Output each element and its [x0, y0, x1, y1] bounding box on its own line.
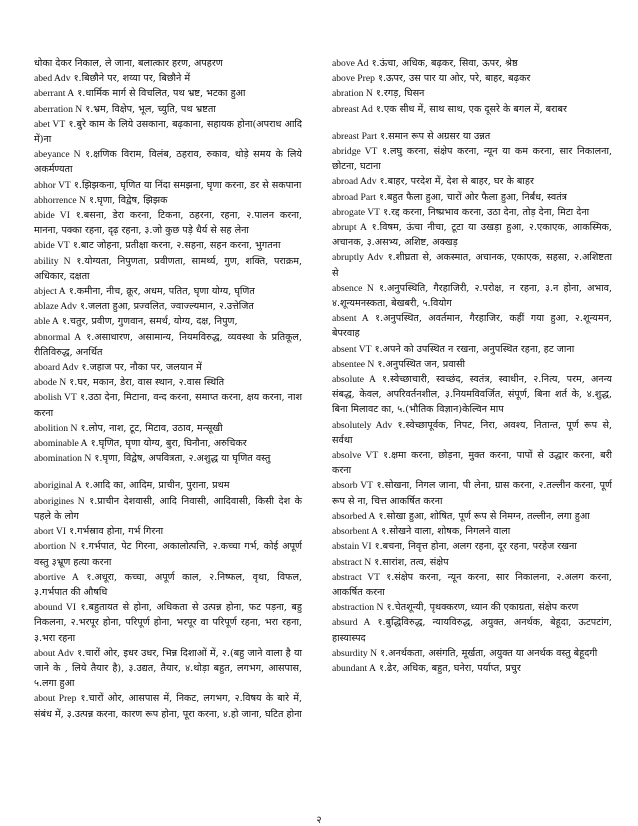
entry-headword: absent A: [332, 313, 369, 325]
entry-headword: abortive A: [34, 571, 79, 583]
dictionary-entry: [332, 646, 612, 661]
entry-definition: १.बहुतायत से होना, अधिकता से उत्पन्न होना, फट पड़ना, बहु निकलना, २.भरपूर होना, परिपूर्ण होना, भरपूर वा परिपूर्ण रहना, भरा रहना, ३.भरा रहना: [34, 602, 303, 644]
dictionary-entry: [34, 494, 302, 524]
dictionary-entry: [332, 509, 612, 524]
dictionary-entry: [332, 615, 612, 645]
entry-definition: १.घृणा, विद्वेष, झिझक: [85, 194, 168, 206]
dictionary-entry: [34, 86, 302, 101]
dictionary-entry: [34, 421, 302, 436]
entry-definition: १.सारांश, तत्व, संक्षेप: [371, 556, 449, 568]
dictionary-entry: [332, 524, 612, 539]
entry-definition: १.जहाज पर, नौका पर, जलयान में: [78, 362, 202, 374]
dictionary-entry: [34, 539, 302, 569]
dictionary-entry: [332, 220, 612, 250]
dictionary-entry: [332, 448, 612, 478]
dictionary-entry: [34, 71, 302, 86]
entry-headword: aboriginal A: [34, 480, 82, 492]
entry-definition: १.ऊंचा, अधिक, बढ़कर, सिवा, ऊपर, श्रेष्ठ: [368, 58, 518, 69]
dictionary-entry: [34, 284, 302, 299]
entry-headword: ability N: [34, 255, 71, 267]
dictionary-entry: [332, 129, 612, 144]
entry-definition: १.जलता हुआ, प्रज्वलित, ज्वाज्ल्यमान, २.उत्तेजित: [76, 301, 254, 313]
entry-definition: १.रद्द करना, निष्प्रभाव करना, उठा देना, तोड़ देना, मिटा देना: [380, 206, 590, 218]
entry-definition: १.प्राचीन देशवासी, आदि निवासी, आदिवासी, किसी देश के पहले के लोग: [34, 495, 302, 522]
entry-headword: absurdity N: [332, 647, 378, 659]
entry-headword: above Prep: [332, 73, 375, 85]
entry-headword: abject A: [34, 286, 66, 298]
entry-headword: about Adv: [34, 647, 74, 659]
entry-definition: १.सोखा हुआ, शोषित, पूर्ण रूप से निमग्न, तल्लीन, लगा हुआ: [375, 510, 590, 522]
entry-headword: above Ad: [332, 58, 369, 69]
dictionary-entry: [34, 524, 302, 539]
entry-headword: absentee N: [332, 358, 375, 370]
entry-headword: abreast Part: [332, 130, 378, 142]
entry-headword: aboard Adv: [34, 362, 79, 374]
right-column: [332, 56, 612, 676]
entry-headword: absence N: [332, 282, 374, 294]
entry-definition: १.चारों ओर, इधर उधर, भिन्न दिशाओं में, २.(बहु जाने वाला है या जाने के , लिये तैयार है), ३.उद्यत, तैयार, ४.थोड़ा बहुत, लगभग, आसपास, ५.लगा हुआ: [34, 647, 302, 690]
page-number: २: [316, 815, 322, 826]
dictionary-entry: [34, 147, 302, 177]
dictionary-entry: [34, 570, 302, 600]
entry-headword: abhorrence N: [34, 194, 86, 206]
entry-headword: able A: [34, 316, 59, 328]
entry-definition: १.अधूरा, कच्चा, अपूर्ण काल, २.निष्फल, वृथा, विफल, ३.गर्भपात की औषधि: [34, 571, 303, 598]
entry-headword: absolve VT: [332, 450, 379, 462]
entry-headword: abolish VT: [34, 392, 77, 404]
entry-headword: absolutely Adv: [332, 419, 393, 431]
dictionary-entry: [332, 539, 612, 554]
entry-headword: abstain VI: [332, 541, 372, 553]
entry-definition: १.एक सीध में, साथ साथ, एक दूसरे के बगल में, बराबर: [372, 103, 567, 115]
dictionary-entry: [332, 144, 612, 174]
entry-headword: aberrant A: [34, 88, 75, 100]
entry-headword: abode N: [34, 377, 67, 389]
entry-definition: १.चारों ओर, आसपास में, निकट, लगभग, २.विषय के बारे में, संबंध में, ३.उत्पन्न करना, कारण रूप होना, पूरा करना, ४.हो जाना, घटित होना: [34, 693, 302, 720]
entry-definition: १.झिझकना, घृणित या निंदा समझना, घृणा करना, डर से सकपाना: [70, 179, 302, 191]
dictionary-entry: [332, 102, 612, 117]
entry-headword: about Prep: [34, 693, 77, 705]
entry-definition: १.बाट जोहना, प्रतीक्षा करना, २.सहना, सहन करना, भुगतना: [69, 240, 281, 252]
dictionary-entry: [34, 314, 302, 329]
entry-definition: १.अनर्थकता, असंगति, मूर्खता, अयुक्त या अनर्थक वस्तु बेहूदगी: [377, 647, 598, 659]
entry-headword: abundant A: [332, 662, 376, 674]
entry-headword: abrupt A: [332, 222, 367, 234]
entry-headword: abomination N: [34, 453, 92, 465]
entry-definition: १.स्वेच्छापूर्वक, निपट, निरा, अवश्य, नितान्त, पूर्ण रूप से, सर्वथा: [332, 419, 612, 446]
dictionary-entry: [332, 570, 612, 600]
dictionary-entry: [332, 190, 612, 205]
dictionary-entry: [34, 102, 302, 117]
entry-definition: १.गर्भपात, पेट गिरना, अकालोत्पत्ति, २.कच्चा गर्भ, कोई अपूर्ण वस्तु ३भ्रूण हत्या करना: [34, 541, 302, 568]
dictionary-entry: [34, 193, 302, 208]
entry-definition: १.बिछौने पर, शय्या पर, बिछौने में: [70, 73, 191, 85]
entry-definition: १.बसना, डेरा करना, टिकना, ठहरना, रहना, २.पालन करना, मानना, पक्का रहना, दृढ़ रहना, ३.जो कुछ पड़े धैर्य से सह लेना: [34, 210, 303, 237]
entry-headword: abide VI: [34, 210, 70, 222]
entry-definition: १.सोखने वाला, शोषक, निगलने वाला: [378, 526, 511, 538]
entry-definition: १.रगड़, घिसन: [372, 88, 425, 100]
dictionary-entry: [34, 178, 302, 193]
dictionary-entry: [332, 311, 612, 341]
entry-definition: १.कमीना, नीच, क्रूर, अधम, पतित, घृणा योग्य, घृणित: [65, 286, 255, 298]
entry-definition: १.लोप, नाश, टूट, मिटाव, उठाव, मन्सूखी: [77, 422, 223, 434]
dictionary-entry: [34, 646, 302, 692]
entry-definition: १.संक्षेप करना, न्यून करना, सार निकालना, २.अलग करना, आकर्षित करना: [332, 571, 612, 598]
dictionary-entry: [332, 478, 612, 508]
dictionary-entry: [34, 600, 302, 646]
dictionary-entry: [34, 478, 302, 493]
dictionary-entry: [332, 250, 612, 280]
entry-headword: abroad Part: [332, 191, 376, 203]
entry-definition: १.ऊपर, उस पार या ओर, परे, बाहर, बढ़कर: [374, 73, 531, 85]
entry-headword: abominable A: [34, 438, 88, 450]
entry-definition: १.भ्रम, विक्षेप, भूल, च्युति, पथ भ्रष्टता: [82, 103, 216, 115]
entry-definition: १.बाहर, परदेश में, देश से बाहर, घर के बाहर: [376, 176, 534, 188]
entry-headword: abhor VT: [34, 179, 71, 191]
entry-definition: १.बहुत फैला हुआ, चारों ओर फैला हुआ, निर्बंध, स्वतंत्र: [375, 191, 567, 203]
dictionary-entry: [332, 342, 612, 357]
entry-headword: absorb VT: [332, 480, 373, 492]
entry-headword: absorbed A: [332, 510, 376, 522]
entry-headword: abortion N: [34, 541, 77, 553]
left-column: [34, 56, 302, 722]
entry-headword: abroad Adv: [332, 176, 377, 188]
entry-headword: abet VT: [34, 118, 66, 130]
dictionary-entry: [332, 372, 612, 418]
dictionary-entry: [332, 174, 612, 189]
dictionary-entry: [332, 71, 612, 86]
entry-definition: १.बचना, निवृत्त होना, अलग रहना, दूर रहना, परहेज रखना: [371, 541, 577, 553]
entry-headword: aborigines N: [34, 495, 85, 507]
entry-definition: १.क्षमा करना, छोड़ना, मुक्त करना, पापों से उद्धार करना, बरी करना: [332, 450, 612, 477]
dictionary-entry: [332, 357, 612, 372]
entry-definition: १.सोखना, निगल जाना, पी लेना, ग्रास करना, २.तल्लीन करना, पूर्ण रूप से ना, चित्त आकर्षित करना: [332, 480, 612, 507]
entry-definition: १.अनुपस्थित जन, प्रवासी: [374, 358, 466, 370]
entry-headword: abstract VT: [332, 571, 381, 583]
entry-definition: १.समान रूप से अग्रसर या उन्नत: [377, 130, 491, 142]
entry-headword: abreast Ad: [332, 103, 373, 115]
entry-definition: १.क्षणिक विराम, विलंब, ठहराव, रुकाव, थोड़े समय के लिये अकर्मण्यता: [34, 149, 302, 176]
dictionary-entry: [34, 360, 302, 375]
entry-headword: abound VI: [34, 602, 77, 614]
entry-headword: abruptly Adv: [332, 252, 384, 264]
dictionary-entry: [332, 281, 612, 311]
dictionary-entry: [332, 86, 612, 101]
entry-headword: absolute A: [332, 374, 376, 386]
entry-definition: १.विषम, ऊंचा नीचा, टूटा या उखड़ा हुआ, २.एकाएक, आकस्मिक, अचानक, ३.असभ्य, अशिष्ट, अक्खड़: [332, 222, 612, 249]
entry-definition: १.अनुपस्थिति, गैरहाजिरी, २.परोक्ष, न रहना, ३.न होना, अभाव, ४.शून्यमनस्कता, बेखबरी, ५.वियोग: [332, 282, 613, 310]
dictionary-entry: [332, 600, 612, 615]
entry-headword: abrogate VT: [332, 206, 381, 218]
entry-headword: abstract N: [332, 556, 372, 568]
entry-definition: १.चेतशून्यी, पृथक्करण, ध्यान की एकाग्रता, संक्षेप करण: [383, 602, 579, 614]
entry-definition: १.घृणा, विद्वेष, अपवित्रता, २.अशुद्ध या घृणित वस्तु: [91, 453, 271, 465]
dictionary-entry: [332, 205, 612, 220]
entry-definition: १.उठा देना, मिटाना, वन्द करना, समाप्त करना, क्षय करना, नाश करना: [34, 392, 302, 419]
entry-definition: १.घृणित, घृणा योग्य, बुरा, घिनौना, अरुचिकर: [87, 438, 247, 450]
dictionary-entry: [34, 238, 302, 253]
entry-definition: १.गर्भस्राव होना, गर्भ गिरना: [66, 526, 164, 538]
dictionary-entry: [34, 254, 302, 284]
dictionary-entry: [332, 56, 612, 71]
entry-definition: १.बुद्धिविरुद्ध, न्यायविरुद्ध, अयुक्त, अनर्थक, बेहूदा, ऊटपटांग, हास्यास्पद: [332, 617, 613, 644]
entry-headword: abstraction N: [332, 602, 384, 614]
entry-definition: १.शीघ्रता से, अकस्मात, अचानक, एकाएक, सहसा, २.अशिष्टता से: [332, 252, 612, 279]
entry-headword: abolition N: [34, 422, 78, 434]
dictionary-entry: [34, 299, 302, 314]
dictionary-entry: [34, 117, 302, 147]
entry-definition: धोका देकर निकाल, ले जाना, बलात्कार हरण, अपहरण: [34, 58, 223, 69]
entry-definition: १.चतुर, प्रवीण, गुणवान, समर्थ, योग्य, दक्ष, निपुण,: [58, 316, 238, 328]
entry-definition: १.योग्यता, निपुणता, प्रवीणता, सामर्थ्य, गुण, शक्ति, पराक्रम, अधिकार, दक्षता: [34, 255, 302, 282]
entry-headword: absent VT: [332, 343, 372, 355]
entry-headword: abed Adv: [34, 73, 71, 85]
entry-definition: १.अनुपस्थित, अवर्तमान, गैरहाजिर, कहीं गया हुआ, २.शून्यमन, बेपरवाह: [332, 313, 612, 340]
entry-headword: ablaze Adv: [34, 301, 77, 313]
entry-headword: absurd A: [332, 617, 371, 629]
entry-headword: abort VI: [34, 526, 67, 538]
dictionary-entry: [34, 436, 302, 451]
entry-definition: १.बुरे काम के लिये उसकाना, बढ़काना, सहायक होना(अपराध आदि में)ना: [34, 118, 303, 146]
entry-definition: १.धार्मिक मार्ग से विचलित, पथ भ्रष्ट, भटका हुआ: [74, 88, 246, 100]
entry-definition: १.स्वेच्छाचारी, स्वच्छंद, स्वतंत्र, स्वाधीन, २.नित्य, परम, अनन्य संबद्ध, केवल, अपरिवर्तनशील, ३.नियमविवर्जित, संपूर्ण, बिना शर्त के, ४.शुद्ध, बिना मिलावट का, ५.(भौतिक विज्ञान)केल्विन माप: [332, 374, 612, 416]
dictionary-entry: [34, 56, 302, 71]
entry-definition: १.अपने को उपस्थित न रखना, अनुपस्थित रहना, हट जाना: [371, 343, 575, 355]
entry-headword: abeyance N: [34, 149, 81, 161]
entry-definition: १.आदि का, आदिम, प्राचीन, पुराना, प्रथम: [81, 480, 230, 492]
entry-headword: absorbent A: [332, 526, 379, 538]
dictionary-entry: [34, 375, 302, 390]
dictionary-entry: [34, 208, 302, 238]
entry-headword: abration N: [332, 88, 373, 100]
entry-headword: aberration N: [34, 103, 83, 115]
entry-definition: १.ढेर, अधिक, बहुत, घनेरा, पर्याप्त, प्रचुर: [375, 662, 521, 674]
entry-headword: abnormal A: [34, 331, 82, 343]
dictionary-entry: [34, 451, 302, 466]
entry-headword: abide VT: [34, 240, 70, 252]
dictionary-entry: [332, 661, 612, 676]
entry-definition: १.लघु करना, संक्षेप करना, न्यून या कम करना, सार निकालना, छोटना, घटाना: [332, 146, 612, 173]
entry-definition: १.असाधारण, असामान्य, नियमविरुद्ध, व्यवस्था के प्रतिकूल, रीतिविरुद्ध, अनर्थित: [34, 331, 302, 358]
dictionary-entry: [34, 390, 302, 420]
dictionary-entry: [332, 418, 612, 448]
dictionary-entry: [34, 330, 302, 360]
entry-definition: १.घर, मकान, डेरा, वास स्थान, २.वास स्थिति: [66, 377, 225, 389]
entry-headword: abridge VT: [332, 146, 378, 158]
dictionary-entry: [332, 555, 612, 570]
dictionary-entry: [34, 691, 302, 721]
